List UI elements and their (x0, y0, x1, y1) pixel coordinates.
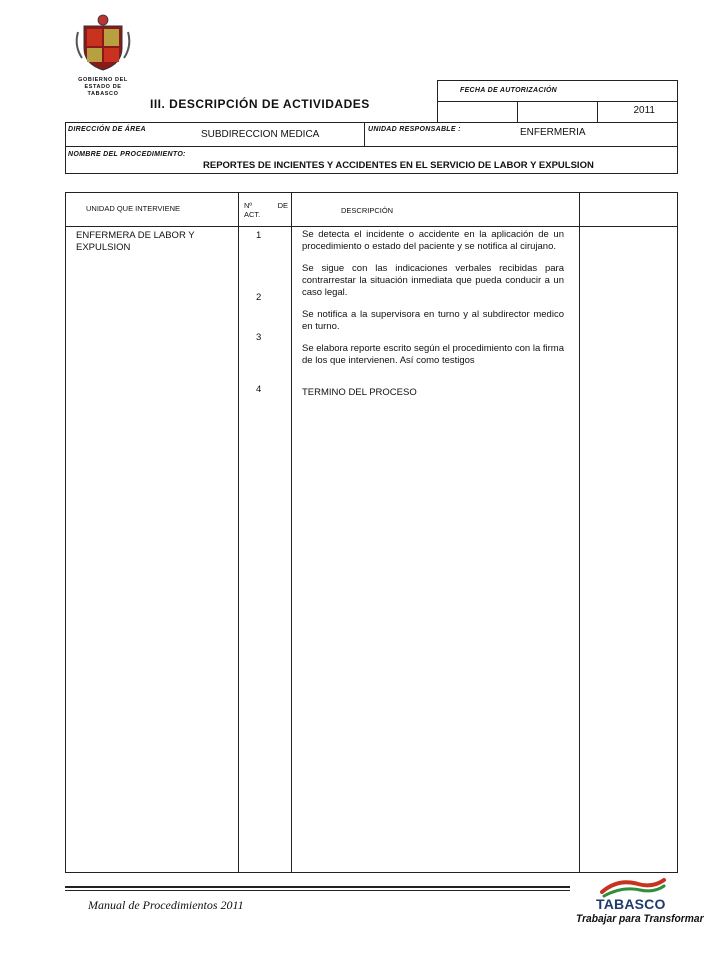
seal-line-3: TABASCO (87, 91, 119, 97)
col-header-num-a: Nº (244, 201, 253, 210)
footer-rule-thin (65, 890, 570, 891)
procedimiento-label: NOMBRE DEL PROCEDIMIENTO: (68, 151, 186, 158)
direccion-value: SUBDIRECCION MEDICA (201, 129, 320, 140)
activity-desc-4: Se elabora reporte escrito según el procedimiento con la firma de los que intervienen. Así como testigos (302, 343, 564, 366)
coat-of-arms-icon (70, 12, 136, 72)
header-divider (66, 226, 677, 227)
activity-descriptions (302, 229, 564, 409)
unidad-value: ENFERMERIA (520, 127, 586, 138)
unidad-interviene-cell: ENFERMERA DE LABOR Y EXPULSION (76, 230, 195, 253)
col-header-num-top (244, 201, 288, 210)
section-title: III. DESCRIPCIÓN DE ACTIVIDADES (150, 97, 370, 111)
end-of-process: TERMINO DEL PROCESO (302, 387, 417, 398)
activity-number-4: 4 (256, 384, 262, 395)
activity-number-2: 2 (256, 292, 262, 303)
activity-desc-2: Se sigue con las indicaciones verbales recibidas para contrarrestar la situación inmediata que pueda conducir a un caso legal. (302, 263, 564, 298)
state-coat-of-arms (70, 12, 136, 97)
seal-caption (70, 77, 136, 98)
procedimiento-box (65, 146, 678, 174)
col-divider-1 (238, 193, 239, 872)
col-header-unidad: UNIDAD QUE INTERVIENE (86, 204, 181, 213)
fecha-year: 2011 (633, 105, 655, 116)
col-header-desc: DESCRIPCIÓN (341, 206, 394, 215)
direccion-area-box (65, 122, 365, 147)
footer-rule-thick (65, 886, 570, 888)
seal-line-1: GOBIERNO DEL (78, 77, 128, 83)
activity-desc-1: Se detecta el incidente o accidente en la aplicación de un procedimiento o estado del paciente y se notifica al cirujano. (302, 229, 564, 252)
procedimiento-value: REPORTES DE INCIENTES Y ACCIDENTES EN EL SERVICIO DE LABOR Y EXPULSION (203, 160, 594, 171)
activity-number-3: 3 (256, 332, 262, 343)
tabasco-logo-name: TABASCO (596, 896, 666, 912)
tabasco-slogan: Trabajar para Transformar (576, 913, 704, 925)
seal-line-2: ESTADO DE (84, 84, 122, 90)
activities-table (65, 192, 678, 873)
unidad-responsable-box (364, 122, 678, 147)
manual-caption: Manual de Procedimientos 2011 (88, 898, 244, 912)
col-header-num (244, 201, 288, 219)
activity-desc-3: Se notifica a la supervisora en turno y al subdirector medico en turno. (302, 309, 564, 332)
fecha-cell-year (597, 101, 678, 123)
tabasco-logo-icon (598, 876, 668, 898)
direccion-label: DIRECCIÓN DE ÁREA (68, 126, 146, 133)
unidad-label: UNIDAD RESPONSABLE : (368, 126, 461, 133)
fecha-autorizacion-box (437, 80, 678, 102)
tabasco-logo (576, 876, 704, 932)
col-divider-2 (291, 193, 292, 872)
col-divider-3 (579, 193, 580, 872)
col-header-num-c: ACT. (244, 210, 261, 219)
fecha-cell-month (517, 101, 598, 123)
fecha-label: FECHA DE AUTORIZACIÓN (460, 87, 558, 94)
fecha-cell-day (437, 101, 518, 123)
col-header-num-b: DE (277, 201, 288, 210)
activity-number-1: 1 (256, 230, 262, 241)
